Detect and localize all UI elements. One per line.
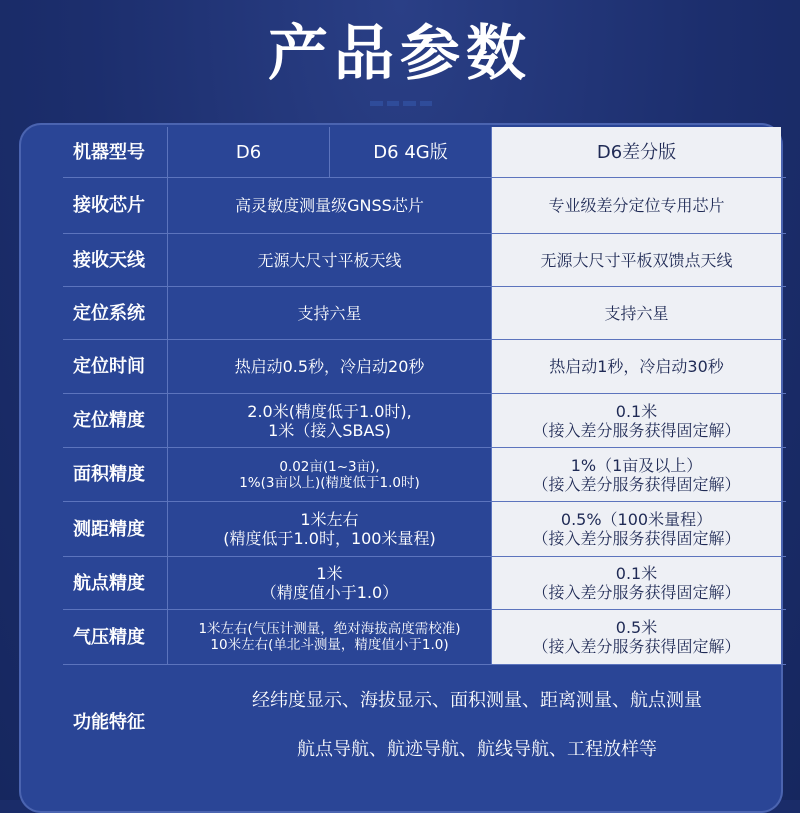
model-d6-4g: D6 4G版 [330,127,492,177]
spec-value: 无源大尺寸平板天线 [168,234,492,286]
table-row [63,340,786,394]
spec-value: 高灵敏度测量级GNSS芯片 [168,178,492,233]
row-label: 机器型号 [63,127,168,177]
title-decoration [370,101,432,106]
spec-value: 1米左右 (精度低于1.0时，100米量程) [168,502,492,556]
table-row [63,502,786,557]
table-row [63,448,786,502]
row-label: 航点精度 [63,557,168,609]
table-row [63,234,786,287]
spec-value-diff: 0.5米 （接入差分服务获得固定解） [492,610,781,664]
row-label: 气压精度 [63,610,168,664]
table-header-row [63,127,786,178]
model-d6-diff: D6差分版 [492,127,781,177]
row-label: 接收芯片 [63,178,168,233]
row-label: 面积精度 [63,448,168,501]
spec-value: 1米 （精度值小于1.0） [168,557,492,609]
row-label: 功能特征 [73,712,145,733]
table-row [63,394,786,448]
table-row [63,557,786,610]
spec-value-diff: 支持六星 [492,287,781,339]
feature-line: 航点导航、航迹导航、航线导航、工程放样等 [297,738,657,760]
spec-value: 热启动0.5秒，冷启动20秒 [168,340,492,393]
row-label: 定位时间 [63,340,168,393]
spec-value-diff: 热启动1秒，冷启动30秒 [492,340,781,393]
row-label: 定位精度 [63,394,168,447]
table-row [63,178,786,234]
spec-value: 支持六星 [168,287,492,339]
spec-value-diff: 无源大尺寸平板双馈点天线 [492,234,781,286]
features-list [168,665,786,780]
spec-table [63,127,786,780]
page-title: 产品参数 [268,19,532,89]
row-label: 接收天线 [63,234,168,286]
spec-value-diff: 0.5%（100米量程） （接入差分服务获得固定解） [492,502,781,556]
spec-value-diff: 1%（1亩及以上） （接入差分服务获得固定解） [492,448,781,501]
model-d6: D6 [168,127,330,177]
table-row [63,610,786,665]
spec-value-diff: 0.1米 （接入差分服务获得固定解） [492,394,781,447]
spec-value-diff: 专业级差分定位专用芯片 [492,178,781,233]
spec-value-diff: 0.1米 （接入差分服务获得固定解） [492,557,781,609]
spec-value: 0.02亩(1~3亩), 1%(3亩以上)(精度低于1.0时) [168,448,492,501]
features-row [63,665,786,780]
spec-value: 1米左右(气压计测量，绝对海拔高度需校准) 10米左右(单北斗测量，精度值小于1.0) [168,610,492,664]
row-label: 测距精度 [63,502,168,556]
table-row [63,287,786,340]
spec-value: 2.0米(精度低于1.0时), 1米（接入SBAS) [168,394,492,447]
row-label: 定位系统 [63,287,168,339]
feature-line: 经纬度显示、海拔显示、面积测量、距离测量、航点测量 [252,689,702,711]
